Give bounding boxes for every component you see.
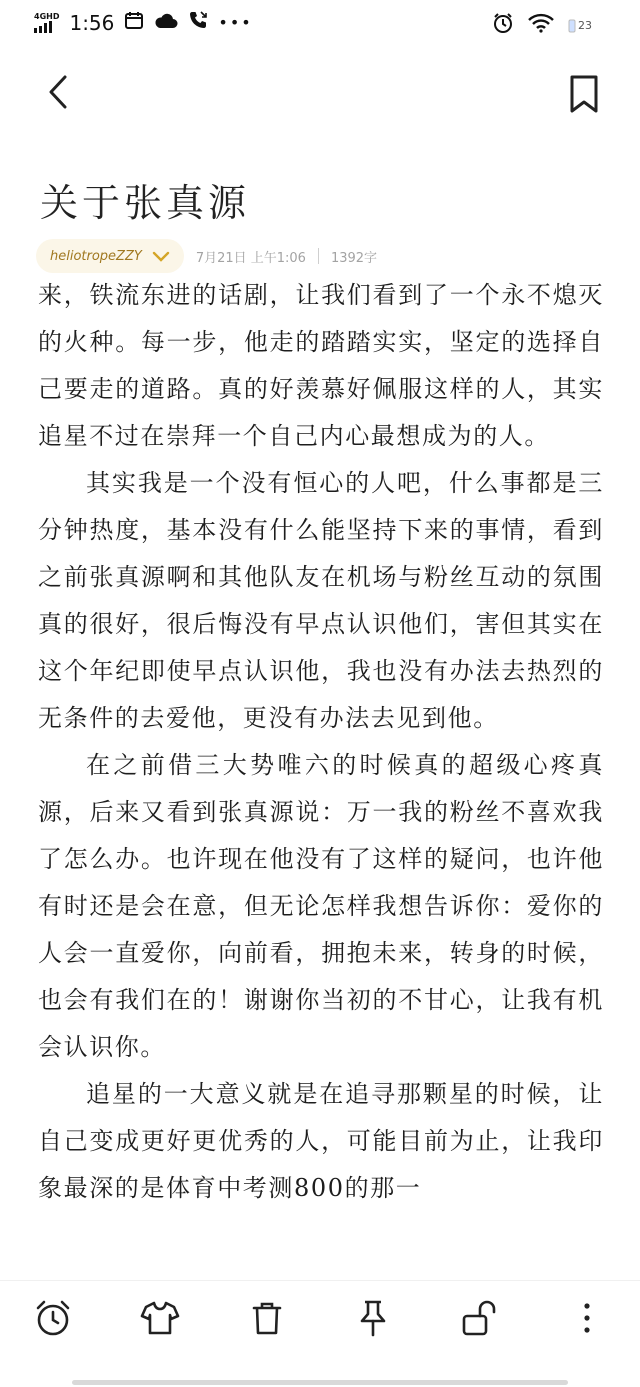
pin-button[interactable] <box>349 1294 397 1342</box>
note-meta <box>36 238 377 274</box>
shirt-icon <box>140 1298 180 1338</box>
battery-level: 23 <box>578 19 592 32</box>
lock-button[interactable] <box>456 1294 504 1342</box>
pin-icon <box>353 1298 393 1338</box>
signal-icon <box>34 21 52 33</box>
content-fade <box>0 1258 640 1278</box>
note-title: 关于张真源 <box>40 181 251 225</box>
battery-icon <box>568 19 592 33</box>
home-indicator[interactable] <box>72 1380 568 1385</box>
phone-call-icon <box>188 10 208 35</box>
theme-button[interactable] <box>136 1294 184 1342</box>
status-time: 1:56 <box>69 10 115 35</box>
network-indicator <box>34 13 59 33</box>
cloud-icon <box>154 11 178 35</box>
top-bar <box>0 60 640 130</box>
note-date: 7月21日 上午1:06 <box>195 250 306 266</box>
paragraph: 在之前借三大势唯六的时候真的超级心疼真源，后来又看到张真源说：万一我的粉丝不喜欢我了怎么办。也许现在他没有了这样的疑问，也许他有时还是会在意，但无论怎样我想告诉你：爱你的人会一直爱你，向前看，拥抱未来，转身的时候，也会有我们在的！谢谢你当初的不甘心，让我有机会认识你。 <box>38 751 604 1061</box>
bookmark-button[interactable] <box>562 72 606 116</box>
more-status-icon: ••• <box>218 13 253 32</box>
paragraph: 来，铁流东进的话剧，让我们看到了一个永不熄灭的火种。每一步，他走的踏踏实实，坚定的选择自己要走的道路。真的好羡慕好佩服这样的人，其实追星不过在崇拜一个自己内心最想成为的人。 <box>38 281 604 450</box>
network-type: 4GHD <box>34 11 60 21</box>
bookmark-icon <box>569 75 599 113</box>
back-button[interactable] <box>38 72 78 112</box>
alarm-clock-icon <box>33 1298 73 1338</box>
status-right <box>492 12 592 39</box>
wifi-icon <box>528 13 554 38</box>
paragraph: 其实我是一个没有恒心的人吧，什么事都是三分钟热度，基本没有什么能坚持下来的事情，看到之前张真源啊和其他队友在机场与粉丝互动的氛围真的很好，很后悔没有早点认识他们，害但其实在这个年纪即使早点认识他，我也没有办法去热烈的无条件的去爱他，更没有办法去见到他。 <box>38 469 604 732</box>
more-button[interactable] <box>563 1294 611 1342</box>
status-left <box>34 10 253 35</box>
bottom-toolbar <box>0 1280 640 1355</box>
more-vertical-icon <box>567 1298 607 1338</box>
meta-divider <box>318 248 319 264</box>
back-arrow-icon <box>47 75 69 109</box>
author-name: heliotropeZZY <box>50 248 142 264</box>
unlock-icon <box>460 1298 500 1338</box>
chevron-down-icon <box>152 250 170 262</box>
calendar-icon <box>124 10 144 35</box>
delete-button[interactable] <box>243 1294 291 1342</box>
char-count: 1392字 <box>330 250 378 266</box>
alarm-status-icon <box>492 12 514 39</box>
status-bar <box>0 0 640 48</box>
paragraph: 追星的一大意义就是在追寻那颗星的时候，让自己变成更好更优秀的人，可能目前为止，让我印象最深的是体育中考测800的那一 <box>38 1080 604 1202</box>
reminder-button[interactable] <box>29 1294 77 1342</box>
trash-icon <box>247 1298 287 1338</box>
note-body[interactable] <box>38 272 604 1278</box>
author-chip[interactable] <box>36 239 184 273</box>
